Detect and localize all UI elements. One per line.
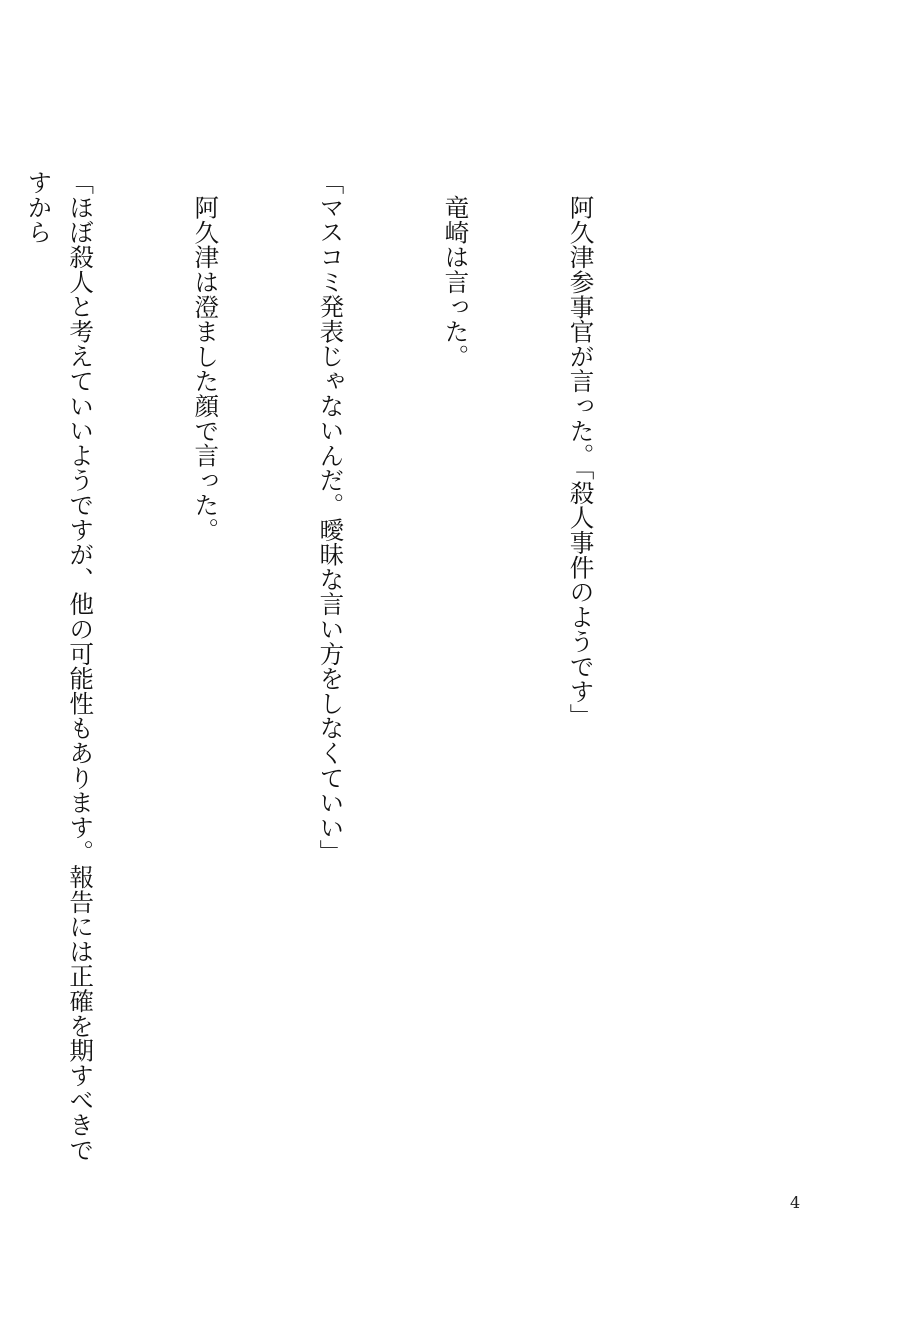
- text-line-5: 「ほぼ殺人と考えていいようですが、他の可能性もあります。報告には正確を期すべきですから: [24, 170, 96, 1162]
- vertical-text-body: [0, 170, 685, 1170]
- text-line-2: 竜崎は言った。: [441, 194, 471, 369]
- text-line-4: 阿久津は澄ました顔で言った。: [191, 194, 221, 542]
- text-line-3: 「マスコミ発表じゃないんだ。曖昧な言い方をしなくていい」: [316, 170, 346, 865]
- page-number: 4: [790, 1193, 801, 1212]
- text-line-1: 阿久津参事官が言った。「殺人事件のようです」: [566, 194, 596, 728]
